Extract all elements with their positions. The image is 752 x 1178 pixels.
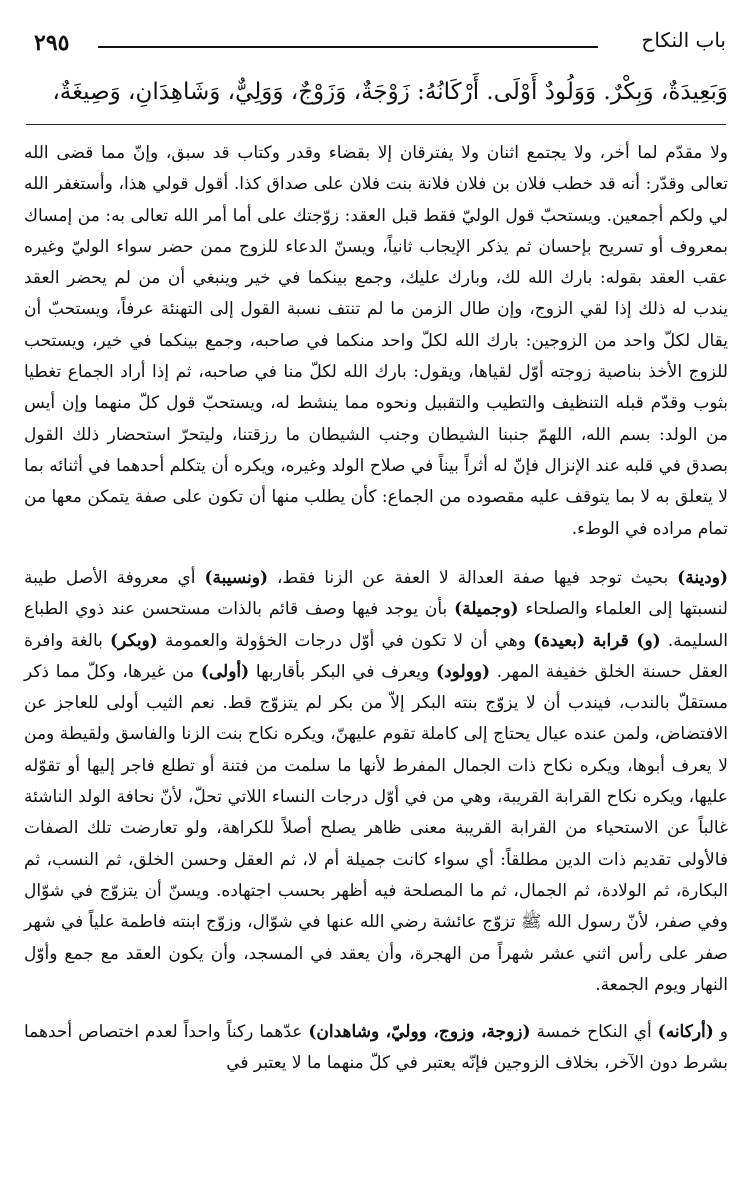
commentary-segment: (زوجة، وزوج، ووليّ، وشاهدان) — [308, 1022, 531, 1042]
commentary-segment: وهي أن لا تكون في أوّل درجات الخؤولة والعمومة — [157, 630, 534, 651]
margin-note-paragraph: ولا مقدّم لما أخر، ولا يجتمع اثنان ولا يفترقان إلا بقضاء وقدر وكتاب قد سبق، وإنّ مما قضى الله تعالى وقدّر: أنه قد خطب فلان بن فلان فلانة بنت فلان على صداق كذا. أقول قولي هذا، وأستغفر الله لي ولكم أجمعين. ويستحبّ قول الوليّ فقط قبل العقد: زوّجتك على أما أمر الله تعالى به: من إمساك بمعروف أو تسريح بإحسان ثم يذكر الإيجاب ثانياً، ويسنّ الدعاء للزوج ممن حضر سواء الوليّ وغيره عقب العقد بقوله: بارك الله لك، وبارك عليك، وجمع بينكما في خير وينبغي أن من لم يحضر العقد يندب له ذلك إذا لقي الزوج، وإن طال الزمن ما لم تنتف نسبة القول إلى التهنئة عرفاً، ويستحبّ أن يقال لكلّ واحد من الزوجين: بارك الله لكلّ واحد منكما في صاحبه، وجمع بينكما في خير، ويستحب للزوج الأخذ بناصية زوجته أوّل لقياها، ويقول: بارك الله لكلّ منا في صاحبه، ثم إذا أراد الجماع تغطيا بثوب وقدّم قبله التنظيف والتطيب والتقبيل ونحوه مما ينشط له، ويستحبّ قول كلّ منهما وإن أيس من الولد: بسم الله، اللهمّ جنبنا الشيطان وجنب الشيطان ما رزقتنا، وليتحرّ استحضار ذلك القول بصدق في قلبه عند الإنزال فإنّ له أثراً بيناً في صلاح الولد وغيره، ويكره أن يتكلم أحدهما في أثنائه بما لا يتعلق به لا بما يتوقف عليه مقصوده من الجماع: كأن يطلب منها أن تكون على صفة يتمكن معها من تمام مراده في الوطء. — [24, 143, 728, 539]
commentary-segment: بأن يوجد فيها وصف قائم بالذات مستحسن عند ذوي الطباع السليمة. — [24, 599, 729, 651]
commentary-segment: (وبكر) — [110, 630, 158, 651]
commentary-segment: بحيث توجد فيها صفة العدالة لا العفة عن الزنا فقط، — [268, 568, 678, 588]
header-rule — [98, 46, 598, 48]
page-number: ٢٩٥ — [34, 30, 70, 56]
commentary-segment: (أركانه) — [657, 1022, 714, 1042]
chapter-title: باب النكاح — [641, 28, 726, 52]
commentary-segment: (أولى) — [200, 661, 250, 682]
commentary-paragraph-2 — [24, 1017, 728, 1080]
commentary-segment: (وجميلة) — [454, 599, 519, 620]
commentary-segment: و — [713, 1022, 728, 1042]
commentary-segment: (ودينة) — [677, 568, 728, 588]
commentary-segment: (ونسيبة) — [204, 568, 269, 588]
commentary-segment: (و) قرابة (بعيدة) — [533, 630, 661, 651]
commentary-segment: (وولود) — [436, 661, 491, 682]
commentary-segment: أي النكاح خمسة — [530, 1022, 658, 1042]
page-header — [28, 28, 728, 62]
commentary-segment: بالغة وافرة العقل حسنة الخلق خفيفة المهر. — [24, 630, 728, 682]
commentary-segment: من غيرها، وكلّ مما ذكر مستقلّ بالندب، فيندب أن لا يزوّج بنته البكر إلاّ من بكر لم يتزوّج قط. نعم الثيب أولى للعاجز عن الافتضاض، ولمن عنده عيال يحتاج إلى كاملة تقوم عليهنّ، ويكره نكاح بنت الزنا والفاسق ولقيطة ومن لا يعرف أبوها، ويكره نكاح ذات الجمال المفرط لأنها ما سلمت من فتنة أو تطلع فاجر إليها أو تقوّله عليها، ويكره نكاح القرابة القريبة، وهي من في أوّل درجات النساء اللاتي تحلّ، لأنّ نحافة الولد الناشئة غالباً عن الاستحياء من القرابة القريبة معنى ظاهر يصلح أصلاً للكراهة، ولو تعارضت تلك الصفات فالأولى تقديم ذات الدين مطلقاً: أي سواء كانت جميلة أم لا، ثم العقل وحسن الخلق، ثم النسب، ثم البكارة، ثم الولادة، ثم الجمال، ثم ما المصلحة فيه أظهر بحسب اجتهاده. ويسنّ أن يتزوّج في شوّال وفي صفر، لأنّ رسول الله ﷺ تزوّج عائشة رضي الله عنها في شوّال، وزوّج ابنته فاطمة علياً في شهر صفر على رأس اثني عشر شهراً من الهجرة، وأن يعقد في المسجد، وأن يكون العقد مع جمع وأوّل النهار ويوم الجمعة. — [24, 661, 728, 995]
commentary-segment: عدّهما ركناً واحداً لعدم اختصاص أحدهما بشرط دون الآخر، بخلاف الزوجين فإنّه يعتبر في كلّ منهما ما لا يعتبر في — [24, 1022, 728, 1074]
commentary-segment: ويعرف في البكر بأقاربها — [249, 661, 437, 682]
commentary-segment: أي معروفة الأصل طيبة لنسبتها إلى العلماء والصلحاء — [24, 568, 728, 620]
commentary-paragraph-1 — [24, 563, 728, 1001]
section-divider — [26, 124, 726, 125]
matn-text: وَبَعِيدَةٌ، وَبِكْرٌ. وَوَلُودٌ أَوْلَى. أَرْكَانُهُ: زَوْجَةٌ، وَزَوْجٌ، وَوَلِيٌّ، وَشَاهِدَانِ، وَصِيغَةٌ، — [52, 79, 728, 105]
